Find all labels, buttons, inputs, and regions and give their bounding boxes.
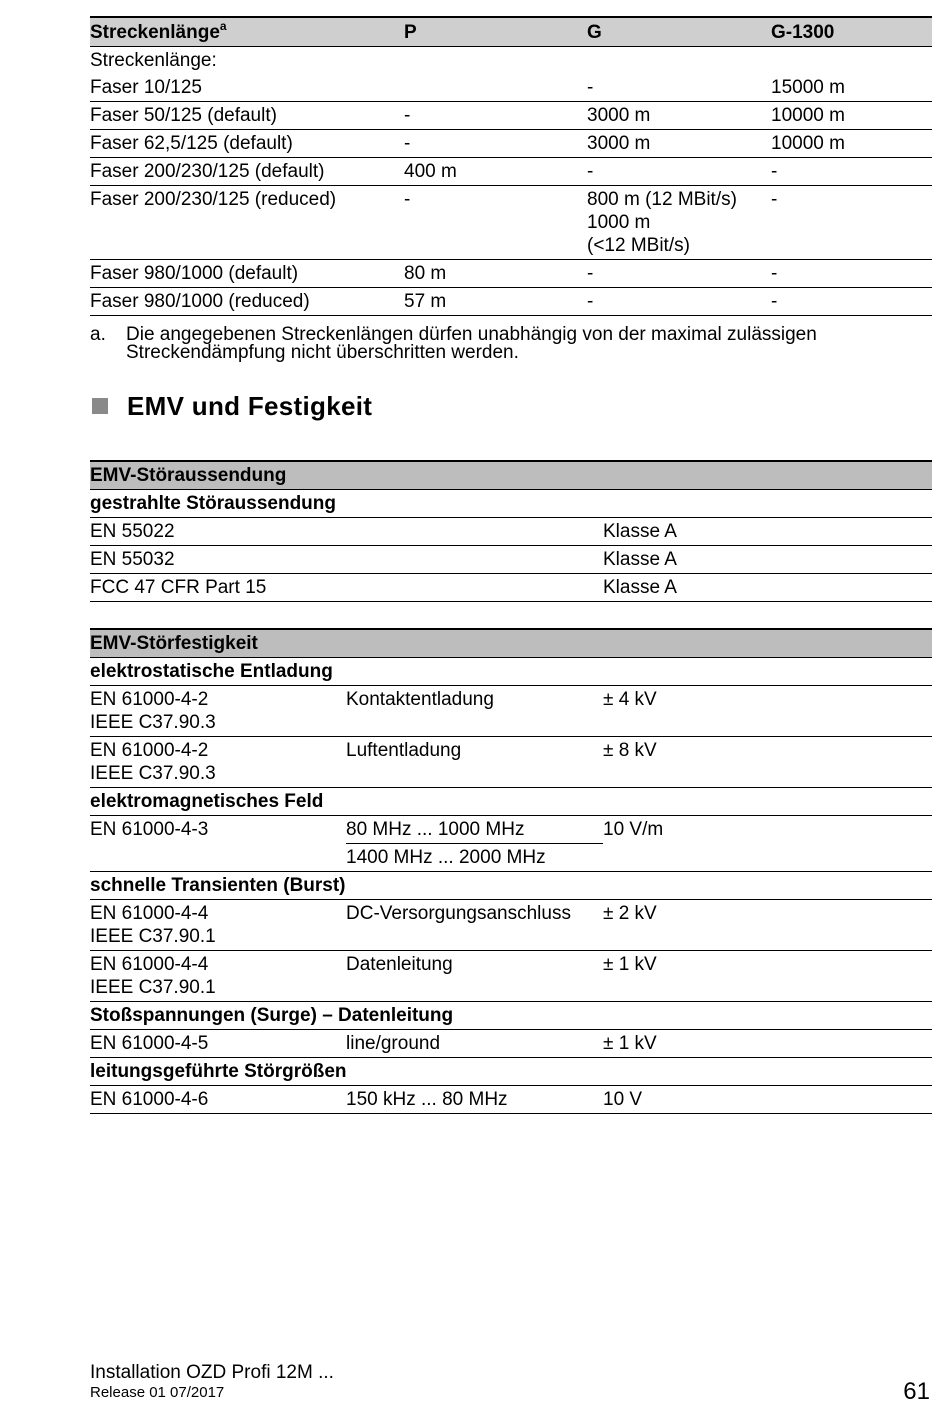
g-cell: 3000 m [587, 130, 771, 158]
group-title-row [90, 1058, 932, 1086]
g1300-cell: 15000 m [771, 74, 932, 102]
standard-line: EN 61000-4-2 [90, 689, 209, 710]
footnote-mark: a. [90, 324, 106, 345]
p-cell: 80 m [404, 260, 587, 288]
g-cell: - [587, 288, 771, 316]
table-row [90, 74, 932, 102]
standard-line: EN 61000-4-4 [90, 954, 209, 975]
g1300-cell: 10000 m [771, 102, 932, 130]
fiber-cell: Faser 50/125 (default) [90, 102, 404, 130]
p-cell: 57 m [404, 288, 587, 316]
value-cell: ± 2 kV [603, 900, 932, 951]
test-cell: 80 MHz ... 1000 MHz [346, 816, 603, 844]
test-cell: Kontaktentladung [346, 686, 603, 737]
fiber-cell: Faser 200/230/125 (reduced) [90, 186, 404, 260]
p-cell: - [404, 130, 587, 158]
g1300-cell: 10000 m [771, 130, 932, 158]
table-row [90, 158, 932, 186]
emission-table [90, 460, 932, 602]
value-cell: ± 1 kV [603, 951, 932, 1002]
header-g1300: G-1300 [771, 17, 932, 47]
table-row [90, 1086, 932, 1114]
test-cell: Datenleitung [346, 951, 603, 1002]
standard-line: EN 61000-4-4 [90, 903, 209, 924]
test-cell: DC-Versorgungsanschluss [346, 900, 603, 951]
standard-cell [90, 737, 346, 788]
page-content [90, 16, 932, 1114]
footer-title: Installation OZD Profi 12M ... [90, 1362, 334, 1383]
g-line: 800 m (12 MBit/s) [587, 189, 737, 210]
standard-cell [90, 686, 346, 737]
value-cell: ± 8 kV [603, 737, 932, 788]
standard-cell [90, 900, 346, 951]
standard-cell: EN 55032 [90, 546, 603, 574]
immunity-table [90, 628, 932, 1114]
table-row [90, 102, 932, 130]
group-title: leitungsgeführte Störgrößen [90, 1058, 932, 1086]
table-row [90, 737, 932, 788]
standard-line: IEEE C37.90.1 [90, 926, 216, 947]
group-title: schnelle Transienten (Burst) [90, 872, 932, 900]
g-cell: - [587, 158, 771, 186]
square-bullet-icon [92, 398, 108, 414]
emission-subheader: gestrahlte Störaussendung [90, 490, 932, 518]
section-title: EMV und Festigkeit [127, 390, 373, 421]
table-row [90, 546, 932, 574]
immunity-header: EMV-Störfestigkeit [90, 629, 932, 658]
test-cell: 150 kHz ... 80 MHz [346, 1086, 603, 1114]
table-row [90, 574, 932, 602]
standard-cell: EN 61000-4-5 [90, 1030, 346, 1058]
standard-cell: FCC 47 CFR Part 15 [90, 574, 603, 602]
table-row [90, 900, 932, 951]
distance-table-header [90, 17, 932, 47]
standard-cell: EN 61000-4-6 [90, 1086, 346, 1114]
section-heading [90, 390, 932, 422]
standard-line: IEEE C37.90.1 [90, 977, 216, 998]
group-title-row [90, 1002, 932, 1030]
table-row [90, 260, 932, 288]
g1300-cell: - [771, 158, 932, 186]
p-cell [404, 74, 587, 102]
header-g: G [587, 17, 771, 47]
standard-cell: EN 55022 [90, 518, 603, 546]
test-cell: Luftentladung [346, 737, 603, 788]
footer-release: Release 01 07/2017 [90, 1384, 225, 1401]
p-cell: - [404, 102, 587, 130]
header-p: P [404, 17, 587, 47]
table-row [90, 186, 932, 260]
distance-table [90, 16, 932, 316]
fiber-cell: Faser 980/1000 (default) [90, 260, 404, 288]
table-row [90, 816, 932, 844]
value-cell: 10 V/m [603, 816, 932, 872]
footnote-ref: a [219, 19, 227, 33]
fiber-cell: Faser 10/125 [90, 74, 404, 102]
header-distance: Streckenlänge$^a$ [90, 17, 404, 47]
value-cell: 10 V [603, 1086, 932, 1114]
immunity-table-header [90, 629, 932, 658]
table-row [90, 288, 932, 316]
g1300-cell: - [771, 260, 932, 288]
group-title: elektromagnetisches Feld [90, 788, 932, 816]
g-line: 1000 m [587, 212, 651, 233]
standard-line: IEEE C37.90.3 [90, 712, 216, 733]
standard-line: IEEE C37.90.3 [90, 763, 216, 784]
g-cell [587, 186, 771, 260]
group-title: elektrostatische Entladung [90, 658, 932, 686]
standard-cell: EN 61000-4-3 [90, 816, 346, 872]
standard-cell [90, 951, 346, 1002]
g-cell: - [587, 260, 771, 288]
value-cell: Klasse A [603, 546, 932, 574]
test-cell: 1400 MHz ... 2000 MHz [346, 844, 603, 872]
group-title-row [90, 872, 932, 900]
g-cell: 3000 m [587, 102, 771, 130]
value-cell: Klasse A [603, 574, 932, 602]
group-title-row [90, 658, 932, 686]
g1300-cell: - [771, 288, 932, 316]
table-row [90, 130, 932, 158]
fiber-cell: Faser 980/1000 (reduced) [90, 288, 404, 316]
page-number: 61 [903, 1378, 930, 1405]
table-row [90, 686, 932, 737]
distance-label: Streckenlänge: [90, 50, 217, 71]
group-title-row [90, 788, 932, 816]
p-cell: - [404, 186, 587, 260]
p-cell: 400 m [404, 158, 587, 186]
table-row [90, 951, 932, 1002]
test-cell: line/ground [346, 1030, 603, 1058]
emission-table-header [90, 461, 932, 490]
fiber-cell: Faser 62,5/125 (default) [90, 130, 404, 158]
value-cell: Klasse A [603, 518, 932, 546]
fiber-cell: Faser 200/230/125 (default) [90, 158, 404, 186]
emission-header: EMV-Störaussendung [90, 461, 932, 490]
value-cell: ± 4 kV [603, 686, 932, 737]
standard-line: EN 61000-4-2 [90, 740, 209, 761]
g1300-cell: - [771, 186, 932, 260]
emission-subheader-row [90, 490, 932, 518]
value-cell: ± 1 kV [603, 1030, 932, 1058]
page-footer [90, 1362, 932, 1405]
footnote [90, 326, 932, 362]
g-cell: - [587, 74, 771, 102]
table-row [90, 47, 932, 75]
g-line: (<12 MBit/s) [587, 235, 690, 256]
table-row [90, 518, 932, 546]
footnote-text: Die angegebenen Streckenlängen dürfen unabhängig von der maximal zulässigen Streckendämpfung nicht überschritten werden. [126, 324, 817, 363]
group-title: Stoßspannungen (Surge) – Datenleitung [90, 1002, 932, 1030]
table-row [90, 1030, 932, 1058]
